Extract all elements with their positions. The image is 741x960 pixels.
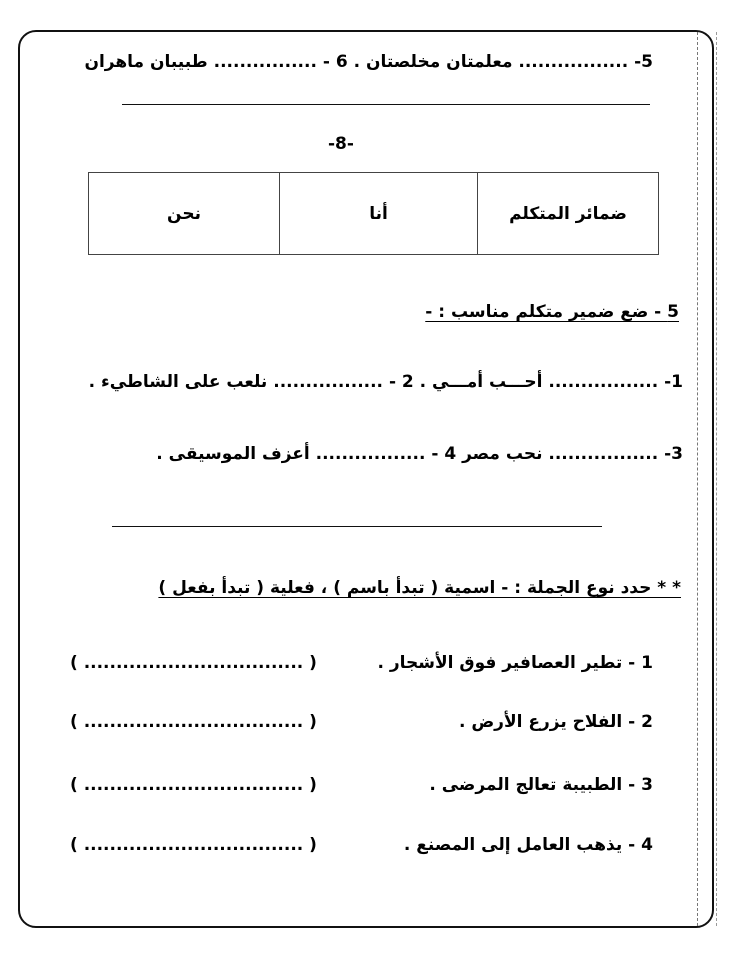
pronoun-cell-header: ضمائر المتكلم bbox=[478, 173, 659, 255]
answer-blank-2: ( .................................. ) bbox=[70, 712, 317, 732]
section5-line-3-4: 3- ................. نحب مصر 4 - ................. أعزف الموسيقى . bbox=[156, 444, 683, 464]
pronoun-cell-nahnu: نحن bbox=[89, 173, 280, 255]
pronoun-cell-ana: أنا bbox=[280, 173, 478, 255]
answer-blank-4: ( .................................. ) bbox=[70, 835, 317, 855]
section5-heading: 5 - ضع ضمير متكلم مناسب : - bbox=[425, 302, 679, 322]
sentence-item-2: 2 - الفلاح يزرع الأرض . bbox=[458, 712, 653, 732]
sentence-type-heading: * * حدد نوع الجملة : - اسمية ( تبدأ باسم ) ، فعلية ( تبدأ بفعل ) bbox=[158, 578, 681, 598]
answer-blank-3: ( .................................. ) bbox=[70, 775, 317, 795]
divider-top bbox=[122, 104, 650, 105]
exercise-line-5-6: 5- ................. معلمتان مخلصتان . 6 - ................ طبيبان ماهران bbox=[84, 52, 653, 72]
section5-line-1-2: 1- ................. أحـــب أمـــي . 2 - ................. نلعب على الشاطيء . bbox=[88, 372, 683, 392]
divider-middle bbox=[112, 526, 602, 527]
sentence-item-1: 1 - تطير العصافير فوق الأشجار . bbox=[377, 653, 653, 673]
binding-margin bbox=[697, 32, 717, 926]
pronoun-table bbox=[88, 172, 659, 255]
page-number: -8- bbox=[328, 134, 354, 154]
sentence-item-3: 3 - الطبيبة تعالج المرضى . bbox=[429, 775, 653, 795]
sentence-item-4: 4 - يذهب العامل إلى المصنع . bbox=[403, 835, 653, 855]
answer-blank-1: ( .................................. ) bbox=[70, 653, 317, 673]
